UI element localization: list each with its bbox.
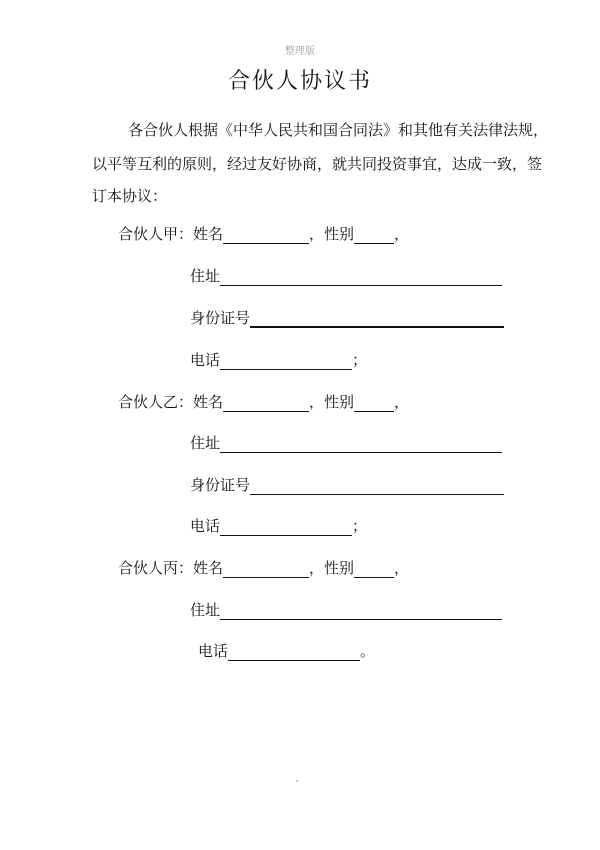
footer-dot bbox=[296, 780, 298, 782]
partner-a-name-row bbox=[118, 224, 409, 244]
partner-a-phone-row bbox=[190, 350, 367, 370]
partner-b-label: 合伙人乙： bbox=[118, 393, 194, 411]
intro-line-2: 以平等互利的原则，经过友好协商，就共同投资事宜，达成一致，签 bbox=[92, 155, 543, 173]
partner-c-address-label: 住址 bbox=[190, 601, 221, 619]
partner-c-name-field[interactable] bbox=[223, 561, 309, 578]
partner-b-name-field[interactable] bbox=[223, 395, 309, 412]
partner-b-id-field[interactable] bbox=[250, 478, 504, 495]
partner-a-address-label: 住址 bbox=[190, 267, 221, 285]
page-title: 合伙人协议书 bbox=[227, 69, 372, 94]
partner-b-gender-label: ，性别 bbox=[309, 393, 355, 411]
partner-a-id-label: 身份证号 bbox=[190, 309, 251, 327]
partner-b-gender-end: ， bbox=[394, 393, 410, 411]
partner-a-address-row bbox=[190, 266, 502, 286]
partner-c-gender-label: ，性别 bbox=[309, 559, 355, 577]
partner-b-id-row bbox=[190, 475, 504, 495]
partner-a-name-field[interactable] bbox=[223, 227, 309, 244]
partner-b-phone-end: ； bbox=[352, 517, 368, 535]
partner-b-gender-field[interactable] bbox=[354, 395, 394, 412]
partner-a-gender-label: ，性别 bbox=[309, 225, 355, 243]
partner-b-address-label: 住址 bbox=[190, 434, 221, 452]
partner-c-gender-end: ， bbox=[394, 559, 410, 577]
partner-c-phone-row bbox=[198, 641, 375, 661]
intro-line-1: 各合伙人根据《中华人民共和国合同法》和其他有关法律法规， bbox=[128, 121, 549, 139]
partner-a-gender-end: ， bbox=[394, 225, 410, 243]
partner-a-name-label: 姓名 bbox=[193, 225, 224, 243]
partner-a-phone-end: ； bbox=[352, 351, 368, 369]
partner-a-label: 合伙人甲： bbox=[118, 225, 194, 243]
partner-b-address-field[interactable] bbox=[220, 436, 502, 453]
partner-b-name-label: 姓名 bbox=[193, 393, 224, 411]
partner-c-phone-field[interactable] bbox=[228, 644, 360, 661]
partner-a-address-field[interactable] bbox=[220, 269, 502, 286]
partner-a-id-field[interactable] bbox=[250, 310, 504, 328]
partner-c-phone-label: 电话 bbox=[198, 642, 229, 660]
intro-line-3: 订本协议： bbox=[92, 187, 168, 205]
partner-b-phone-label: 电话 bbox=[190, 517, 221, 535]
partner-c-address-field[interactable] bbox=[220, 603, 502, 620]
partner-b-phone-row bbox=[190, 516, 367, 536]
partner-c-label: 合伙人丙： bbox=[118, 559, 194, 577]
partner-c-phone-end: 。 bbox=[360, 642, 376, 660]
partner-a-phone-field[interactable] bbox=[220, 353, 352, 370]
partner-b-name-row bbox=[118, 392, 409, 412]
header-mark: 整理版 bbox=[285, 46, 315, 57]
partner-c-name-row bbox=[118, 558, 409, 578]
partner-c-name-label: 姓名 bbox=[193, 559, 224, 577]
partner-b-id-label: 身份证号 bbox=[190, 476, 251, 494]
partner-a-id-row bbox=[190, 308, 504, 328]
partner-b-phone-field[interactable] bbox=[220, 519, 352, 536]
partner-c-address-row bbox=[190, 600, 502, 620]
partner-c-gender-field[interactable] bbox=[354, 561, 394, 578]
partner-a-phone-label: 电话 bbox=[190, 351, 221, 369]
partner-b-address-row bbox=[190, 433, 502, 453]
partner-a-gender-field[interactable] bbox=[354, 227, 394, 244]
